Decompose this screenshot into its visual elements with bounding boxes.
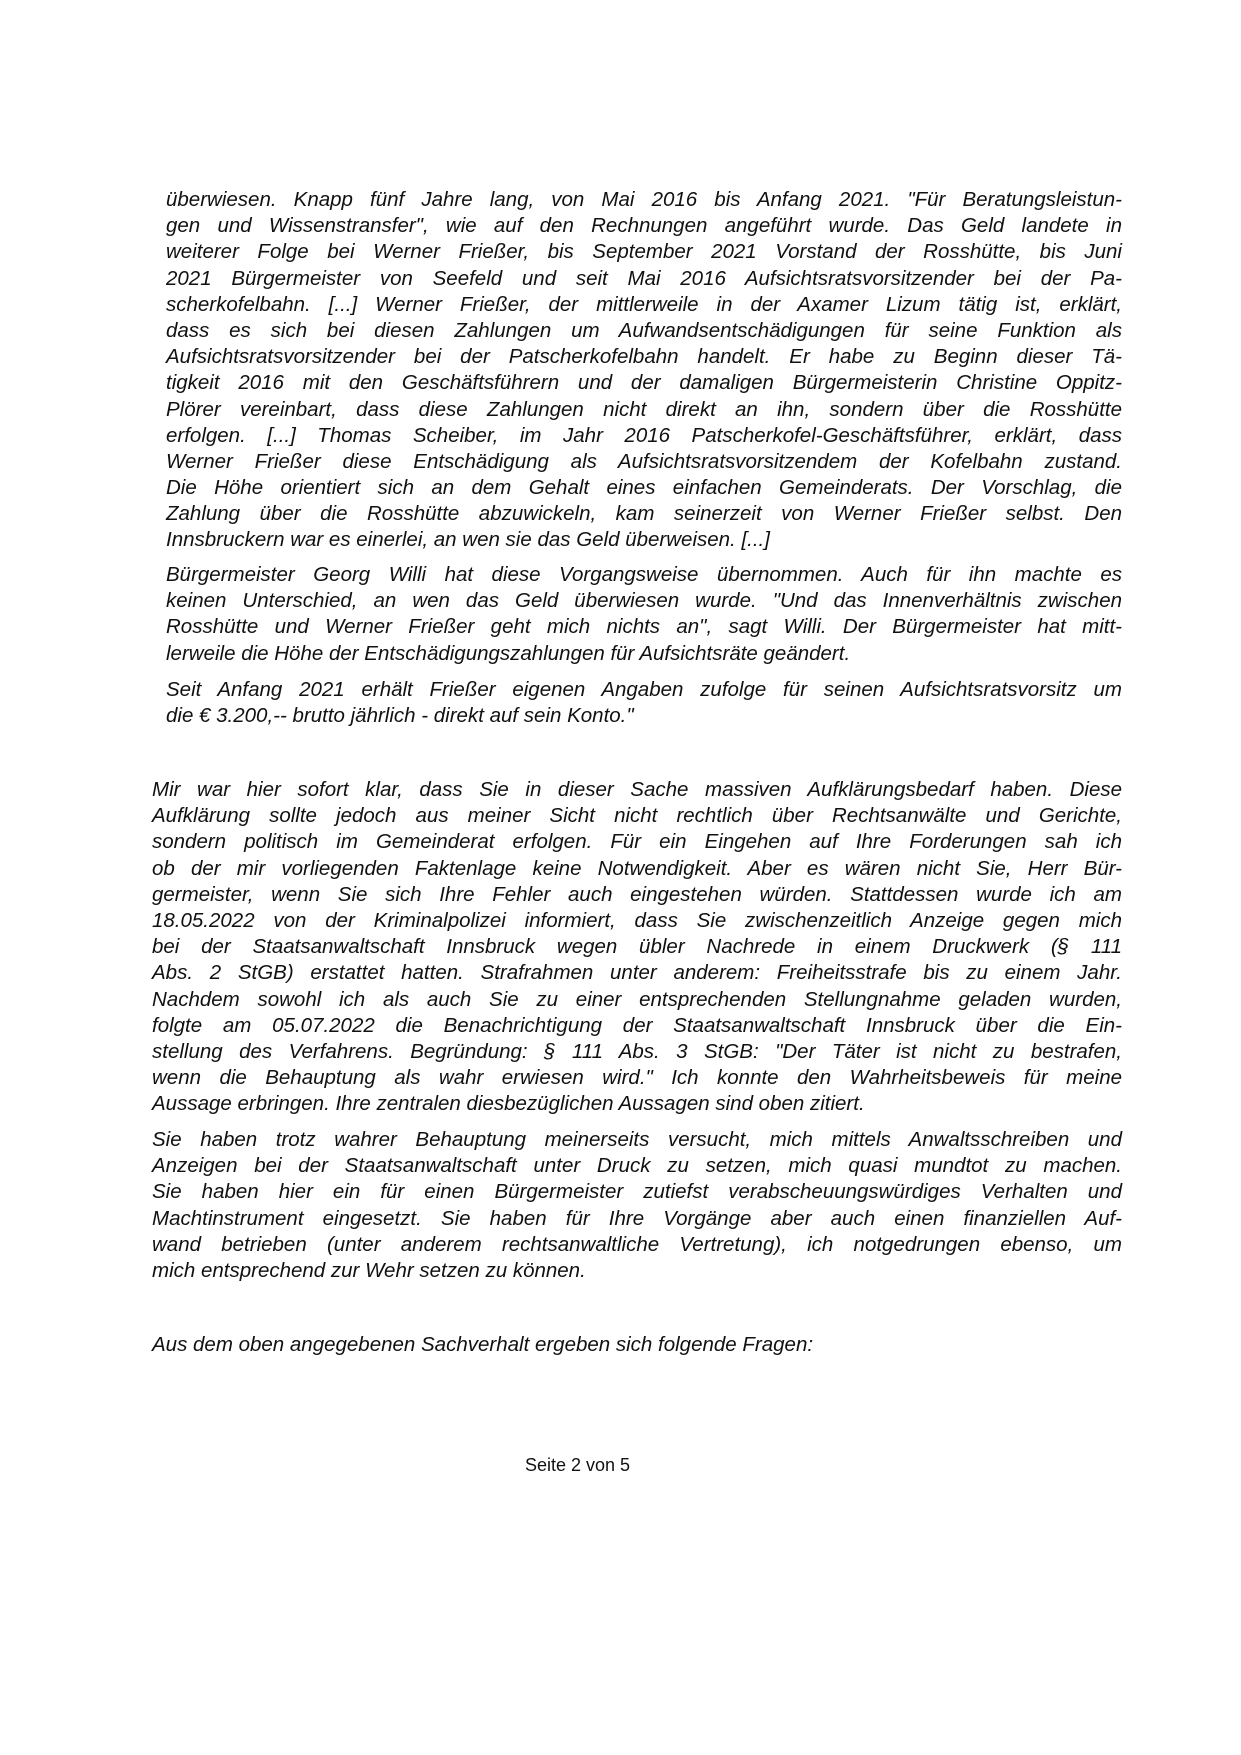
- text-line: Sie haben hier ein für einen Bürgermeister zutiefst verabscheuungswürdiges Verhalten und: [152, 1180, 1122, 1204]
- text-line: Aufsichtsratsvorsitzender bei der Patscherkofelbahn handelt. Er habe zu Beginn dieser Tä-: [166, 345, 1122, 369]
- text-line: die € 3.200,-- brutto jährlich - direkt auf sein Konto.": [166, 704, 634, 728]
- text-line: dass es sich bei diesen Zahlungen um Aufwandsentschädigungen für seine Funktion als: [166, 318, 1122, 342]
- text-line: Die Höhe orientiert sich an dem Gehalt eines einfachen Gemeinderats. Der Vorschlag, die: [166, 476, 1122, 500]
- text-line: Seit Anfang 2021 erhält Frießer eigenen Angaben zufolge für seinen Aufsichtsratsvorsitz um: [166, 678, 1122, 701]
- text-line: Sie haben trotz wahrer Behauptung meinerseits versucht, mich mittels Anwaltsschreiben und: [152, 1128, 1122, 1151]
- text-line: scherkofelbahn. [...] Werner Frießer, der mittlerweile in der Axamer Lizum tätig ist, erklärt,: [166, 292, 1122, 316]
- quote-paragraph: [166, 562, 1122, 667]
- text-line: tigkeit 2016 mit den Geschäftsführern und der damaligen Bürgermeisterin Christine Oppitz-: [166, 371, 1122, 395]
- text-line: Zahlung über die Rosshütte abzuwickeln, kam seinerzeit von Werner Frießer selbst. Den: [166, 502, 1122, 526]
- text-line: überwiesen. Knapp fünf Jahre lang, von Mai 2016 bis Anfang 2021. "Für Beratungsleistun-: [166, 188, 1122, 211]
- text-line: mich entsprechend zur Wehr setzen zu können.: [152, 1258, 586, 1282]
- text-line: Aufklärung sollte jedoch aus meiner Sicht nicht rechtlich über Rechtsanwälte und Gerichte,: [152, 804, 1122, 828]
- text-line: bei der Staatsanwaltschaft Innsbruck wegen übler Nachrede in einem Druckwerk (§ 111: [152, 935, 1122, 959]
- main-paragraph: [152, 1127, 1122, 1284]
- text-line: Werner Frießer diese Entschädigung als Aufsichtsratsvorsitzendem der Kofelbahn zustand.: [166, 449, 1122, 473]
- text-line: Bürgermeister Georg Willi hat diese Vorgangsweise übernommen. Auch für ihn machte es: [166, 563, 1122, 586]
- text-line: ob der mir vorliegenden Faktenlage keine Notwendigkeit. Aber es wären nicht Sie, Herr Bür-: [152, 856, 1122, 880]
- text-line: erfolgen. [...] Thomas Scheiber, im Jahr 2016 Patscherkofel-Geschäftsführer, erklärt, dass: [166, 423, 1122, 447]
- text-line: stellung des Verfahrens. Begründung: § 111 Abs. 3 StGB: "Der Täter ist nicht zu bestrafen,: [152, 1039, 1122, 1063]
- text-line: Aus dem oben angegebenen Sachverhalt ergeben sich folgende Fragen:: [152, 1333, 814, 1356]
- text-line: Nachdem sowohl ich als auch Sie zu einer entsprechenden Stellungnahme geladen wurden,: [152, 987, 1122, 1011]
- text-line: wenn die Behauptung als wahr erwiesen wird." Ich konnte den Wahrheitsbeweis für meine: [152, 1066, 1122, 1090]
- text-line: lerweile die Höhe der Entschädigungszahlungen für Aufsichtsräte geändert.: [166, 641, 851, 665]
- text-line: Plörer vereinbart, dass diese Zahlungen nicht direkt an ihn, sondern über die Rosshütte: [166, 397, 1122, 421]
- text-line: germeister, wenn Sie sich Ihre Fehler auch eingestehen würden. Stattdessen wurde ich am: [152, 882, 1122, 906]
- text-line: Anzeigen bei der Staatsanwaltschaft unter Druck zu setzen, mich quasi mundtot zu machen.: [152, 1154, 1122, 1178]
- text-line: weiterer Folge bei Werner Frießer, bis September 2021 Vorstand der Rosshütte, bis Juni: [166, 240, 1122, 264]
- quote-paragraph: [166, 187, 1122, 554]
- page-number: Seite 2 von 5: [524, 1455, 631, 1475]
- text-line: Mir war hier sofort klar, dass Sie in dieser Sache massiven Aufklärungsbedarf haben. Diese: [152, 778, 1122, 801]
- text-line: 2021 Bürgermeister von Seefeld und seit Mai 2016 Aufsichtsratsvorsitzender bei der Pa-: [166, 266, 1122, 290]
- text-line: gen und Wissenstransfer", wie auf den Rechnungen angeführt wurde. Das Geld landete in: [166, 214, 1122, 238]
- text-line: Rosshütte und Werner Frießer geht mich nichts an", sagt Willi. Der Bürgermeister hat mitt-: [166, 615, 1122, 639]
- text-line: Aussage erbringen. Ihre zentralen diesbezüglichen Aussagen sind oben zitiert.: [152, 1092, 865, 1116]
- quote-paragraph: [166, 677, 1122, 729]
- text-line: folgte am 05.07.2022 die Benachrichtigung der Staatsanwaltschaft Innsbruck über die Ein-: [152, 1013, 1122, 1037]
- main-paragraph: [152, 777, 1122, 1117]
- text-line: Machtinstrument eingesetzt. Sie haben für Ihre Vorgänge aber auch einen finanziellen Auf-: [152, 1206, 1122, 1230]
- text-line: 18.05.2022 von der Kriminalpolizei informiert, dass Sie zwischenzeitlich Anzeige gegen mich: [152, 908, 1122, 932]
- text-line: keinen Unterschied, an wen das Geld überwiesen wurde. "Und das Innenverhältnis zwischen: [166, 589, 1122, 613]
- text-line: wand betrieben (unter anderem rechtsanwaltliche Vertretung), ich notgedrungen ebenso, um: [152, 1232, 1122, 1256]
- main-paragraph: [152, 1332, 1122, 1358]
- text-line: Abs. 2 StGB) erstattet hatten. Strafrahmen unter anderem: Freiheitsstrafe bis zu einem Jahr.: [152, 961, 1122, 985]
- text-line: sondern politisch im Gemeinderat erfolgen. Für ein Eingehen auf Ihre Forderungen sah ich: [152, 830, 1122, 854]
- text-line: Innsbruckern war es einerlei, an wen sie das Geld überweisen. [...]: [166, 528, 770, 552]
